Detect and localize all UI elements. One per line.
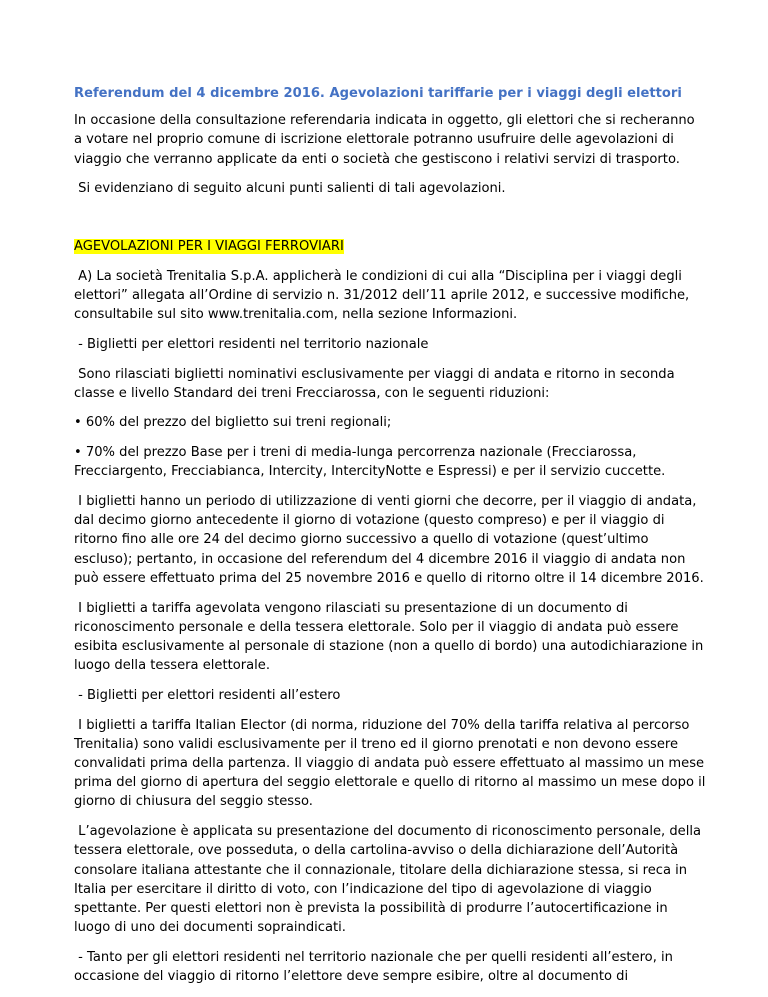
paragraph-return-trip: - Tanto per gli elettori residenti nel territorio nazionale che per quelli residenti all’estero, in occasione del viaggio di ritorno l’elettore deve sempre esibire, oltre al documento di	[74, 949, 678, 985]
document-title: Referendum del 4 dicembre 2016. Agevolazioni tariffarie per i viaggi degli elettori	[74, 86, 682, 101]
document-page	[74, 84, 710, 997]
paragraph-subheading-national: - Biglietti per elettori residenti nel territorio nazionale	[74, 336, 429, 352]
intro-paragraph: In occasione della consultazione referendaria indicata in oggetto, gli elettori che si recheranno a votare nel proprio comune di iscrizione elettorale potranno usufruire delle agevolazioni di viaggio che verranno applicate da enti o società che gestiscono i relativi servizi di trasporto.	[74, 113, 699, 167]
bullet-long-distance-discount: • 70% del prezzo Base per i treni di media-lunga percorrenza nazionale (Frecciarossa, Frecciargento, Frecciabianca, Intercity, IntercityNotte e Espressi) e per il servizio cuccette.	[74, 445, 666, 480]
paragraph-italian-elector: I biglietti a tariffa Italian Elector (di norma, riduzione del 70% della tariffa relativa al percorso Trenitalia) sono validi esclusivamente per il treno ed il giorno prenotati e non devono essere convalidati prima della partenza. Il viaggio di andata può essere effettuato al massimo un mese prima del giorno di apertura del seggio elettorale e quello di ritorno al massimo un mese dopo il giorno di chiusura del seggio stesso.	[74, 717, 710, 810]
paragraph-trenitalia-conditions: A) La società Trenitalia S.p.A. applicherà le condizioni di cui alla “Disciplina per i viaggi degli elettori” allegata all’Ordine di servizio n. 31/2012 dell’11 aprile 2012, e successive modifiche, consultabile sul sito www.trenitalia.com, nella sezione Informazioni.	[74, 268, 694, 323]
section-title	[74, 237, 706, 256]
paragraph-required-documents: I biglietti a tariffa agevolata vengono rilasciati su presentazione di un documento di riconoscimento personale e della tessera elettorale. Solo per il viaggio di andata può essere esibita esclusivamente al personale di stazione (non a quello di bordo) una autodichiarazione in luogo della tessera elettorale.	[74, 600, 708, 674]
paragraph-subheading-abroad: - Biglietti per elettori residenti all’estero	[74, 687, 341, 703]
paragraph-abroad-documents: L’agevolazione è applicata su presentazione del documento di riconoscimento personale, della tessera elettorale, ove posseduta, o della cartolina-avviso o della dichiarazione dell’Autorità consolare italiana attestante che il connazionale, titolare della dichiarazione stessa, si reca in Italia per esercitare il diritto di voto, con l’indicazione del tipo di agevolazione di viaggio spettante. Per questi elettori non è prevista la possibilità di produrre l’autocertificazione in luogo di uno dei documenti sopraindicati.	[74, 824, 706, 936]
bullet-regional-discount: • 60% del prezzo del biglietto sui treni regionali;	[74, 415, 392, 431]
spacer	[74, 209, 706, 237]
section-title-highlight: AGEVOLAZIONI PER I VIAGGI FERROVIARI	[74, 239, 344, 255]
paragraph-national-tickets: Sono rilasciati biglietti nominativi esclusivamente per viaggi di andata e ritorno in seconda classe e livello Standard dei treni Frecciarossa, con le seguenti riduzioni:	[74, 366, 679, 401]
paragraph-validity-period: I biglietti hanno un periodo di utilizzazione di venti giorni che decorre, per il viaggio di andata, dal decimo giorno antecedente il giorno di votazione (questo compreso) e per il viaggio di ritorno fino alle ore 24 del decimo giorno successivo a quello di votazione (quest’ultimo escluso); pertanto, in occasione del referendum del 4 dicembre 2016 il viaggio di andata non può essere effettuato prima del 25 novembre 2016 e quello di ritorno oltre il 14 dicembre 2016.	[74, 494, 704, 586]
intro-paragraph-2: Si evidenziano di seguito alcuni punti salienti di tali agevolazioni.	[74, 181, 506, 197]
